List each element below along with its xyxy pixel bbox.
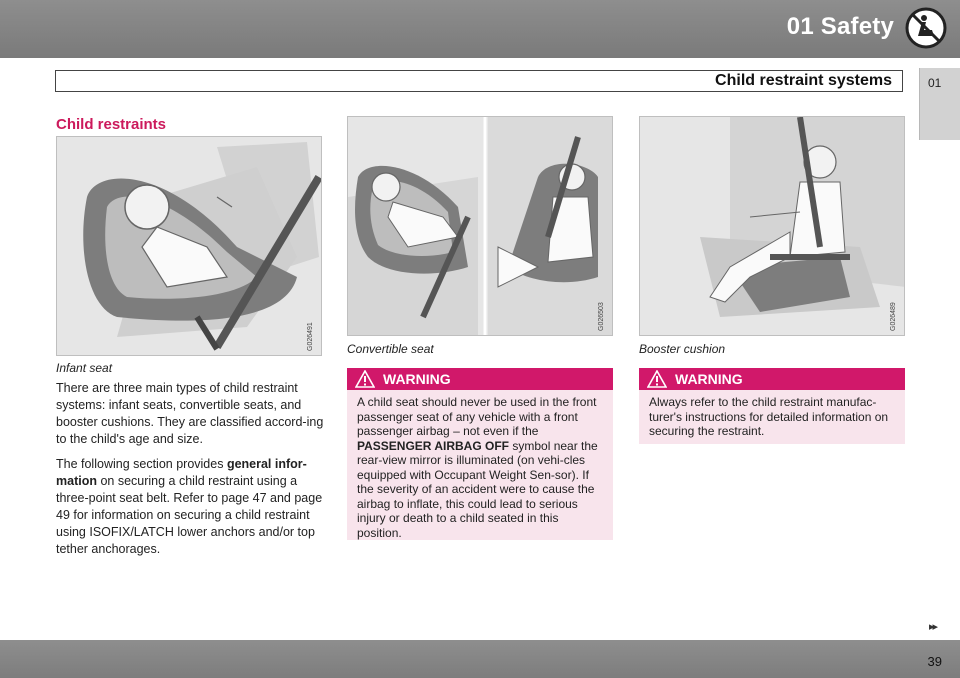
page-heading: Child restraints: [56, 116, 167, 133]
chapter-tab-label: 01: [928, 76, 942, 90]
figure-caption: Infant seat: [56, 361, 113, 375]
paragraph-text: The following section provides: [56, 457, 227, 471]
next-page-arrows[interactable]: ▸▸: [928, 621, 936, 633]
warning-text: Always refer to the child restraint manufac-turer's instructions for detailed information on securing the restraint.: [649, 395, 889, 438]
warning-text-part: symbol near the rear-view mirror is illuminated (on vehi-cles equipped with Occupant Weight Sen-sor). If the severity of an accident were to cause the airbag to inflate, this could lead to serious injury or death to a child seated in this position.: [357, 438, 598, 540]
warning-header: [639, 368, 905, 390]
footer-bar: [0, 640, 960, 678]
figure-code: G026489: [890, 302, 897, 331]
warning-text-part: A child seat should never be used in the front passenger seat of any vehicle with a front passenger airbag – not even if the: [357, 395, 597, 438]
chapter-header-bar: [0, 0, 960, 58]
warning-triangle-icon: [647, 370, 667, 388]
warning-box: [639, 368, 905, 444]
warning-triangle-icon: [355, 370, 375, 388]
paragraph-bold-text: general infor-mation: [56, 457, 307, 488]
convertible-seat-figure: [347, 116, 613, 336]
body-text: [56, 380, 326, 566]
chapter-tab[interactable]: [919, 68, 960, 140]
figure-caption: Booster cushion: [639, 342, 726, 356]
figure-caption: Convertible seat: [347, 342, 434, 356]
page-number: 39: [927, 654, 942, 669]
convertible-seat-illustration: [348, 117, 613, 336]
warning-box: [347, 368, 613, 540]
figure-code: G026503: [598, 302, 605, 331]
section-info-paragraph: [56, 456, 326, 558]
warning-label: WARNING: [383, 371, 451, 387]
warning-bold-text: PASSENGER AIRBAG OFF: [357, 438, 510, 453]
warning-label: WARNING: [675, 371, 743, 387]
warning-header: [347, 368, 613, 390]
no-child-seat-airbag-icon: [904, 6, 948, 50]
paragraph-text: on securing a child restraint using a three-point seat belt. Refer to page 47 and page 49 for information on securing a child restraint using ISOFIX/LATCH lower anchors and/or top tether anchorages.: [56, 474, 323, 556]
figure-code: G026491: [307, 322, 314, 351]
intro-paragraph: There are three main types of child restraint systems: infant seats, convertible seats, and booster cushions. They are classified accord-ing to the child's age and size.: [56, 381, 324, 446]
booster-cushion-illustration: [640, 117, 905, 336]
chapter-title: 01 Safety: [786, 13, 894, 40]
infant-seat-illustration: [57, 137, 322, 356]
booster-cushion-figure: [639, 116, 905, 336]
section-title: Child restraint systems: [715, 72, 892, 89]
infant-seat-figure: [56, 136, 322, 356]
section-title-box: [55, 70, 903, 92]
warning-text: [357, 395, 605, 540]
